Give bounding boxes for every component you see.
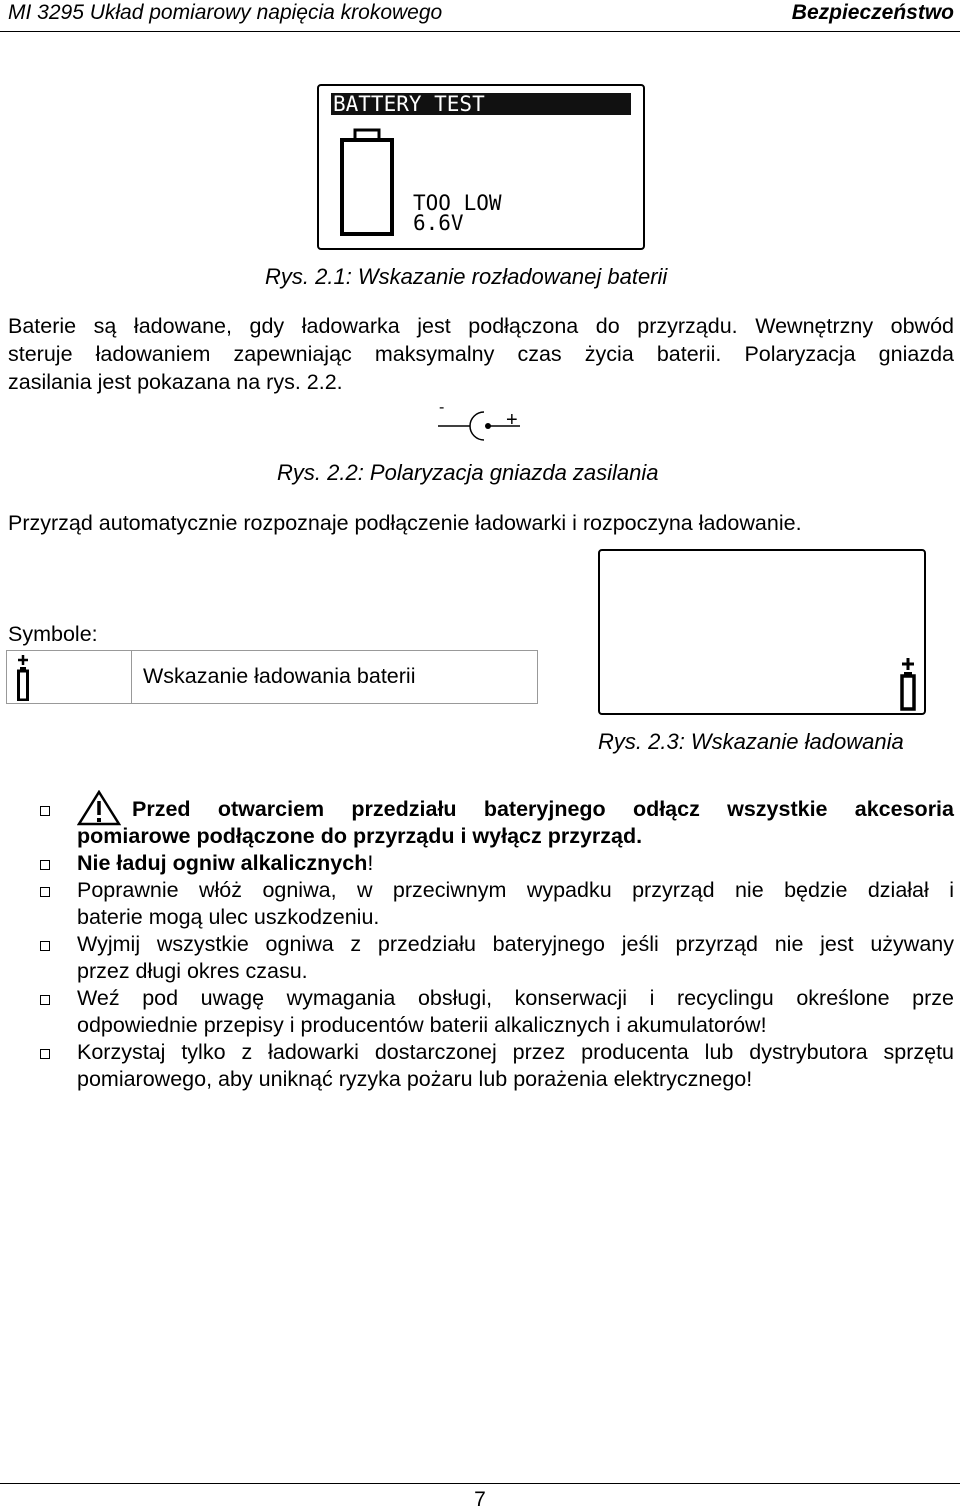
symbols-label: Symbole:: [8, 622, 98, 646]
list-item-text: Weź pod uwagę wymagania obsługi, konserwacji i recyclingu określone prze odpowiednie przepisy i producentów baterii alkalicznych i akumulatorów!: [77, 986, 954, 1037]
list-item-text: Poprawnie włóż ogniwa, w przeciwnym wypadku przyrząd nie będzie działał i baterie mogą ulec uszkodzeniu.: [77, 878, 954, 929]
lcd-status-text: TOO LOW: [413, 191, 502, 215]
page-header: [0, 0, 960, 34]
symbol-description: Wskazanie ładowania baterii: [143, 664, 416, 688]
header-section-title: Bezpieczeństwo: [791, 1, 954, 24]
paragraph-line: zasilania jest pokazana na rys. 2.2.: [8, 370, 343, 394]
list-item-text: Wyjmij wszystkie ogniwa z przedziału bateryjnego jeśli przyrząd nie jest używany przez długi okres czasu.: [77, 932, 954, 983]
symbols-table: [6, 650, 538, 704]
page-number: 7: [474, 1488, 486, 1511]
polarity-minus-sign: -: [439, 402, 445, 416]
charging-battery-icon: [900, 657, 922, 711]
lcd-title: BATTERY TEST: [333, 92, 485, 116]
bullet-checkbox-icon: [40, 860, 50, 870]
bullet-checkbox-icon: [40, 941, 50, 951]
lcd-voltage-value: 6.6V: [413, 211, 464, 235]
charging-indicator-screen: [598, 549, 926, 715]
paragraph-charging: [8, 312, 954, 396]
polarity-plus-sign: +: [506, 409, 518, 431]
list-item-text: Korzystaj tylko z ładowarki dostarczonej przez producenta lub dystrybutora sprzętu pomiarowego, aby uniknąć ryzyka pożaru lub porażenia elektrycznego!: [77, 1040, 954, 1091]
paragraph-auto-detect: Przyrząd automatycznie rozpoznaje podłączenie ładowarki i rozpoczyna ładowanie.: [8, 511, 802, 535]
charging-battery-icon: [17, 653, 41, 701]
socket-polarity-icon: [436, 402, 526, 442]
figure-2-2-caption: Rys. 2.2: Polaryzacja gniazda zasilania: [277, 460, 659, 485]
list-item-text: Przed otwarciem przedziału bateryjnego odłącz wszystkie akcesoria pomiarowe podłączone do przyrządu i wyłącz przyrząd.: [77, 797, 954, 848]
header-rule: [0, 31, 960, 32]
figure-2-3-caption: Rys. 2.3: Wskazanie ładowania: [598, 729, 904, 754]
bullet-checkbox-icon: [40, 887, 50, 897]
bullet-checkbox-icon: [40, 806, 50, 816]
paragraph-line: steruje ładowaniem zapewniając maksymalny czas życia baterii. Polaryzacja gniazda: [8, 342, 954, 366]
bullet-checkbox-icon: [40, 995, 50, 1005]
lcd-title-bar: [331, 93, 631, 115]
battery-test-lcd-screen: [317, 84, 645, 250]
footer-rule: [0, 1483, 960, 1484]
header-document-title: MI 3295 Układ pomiarowy napięcia krokowego: [8, 1, 443, 24]
empty-battery-icon: [339, 128, 395, 238]
list-item-text: Nie ładuj ogniw alkalicznych!: [77, 851, 374, 875]
bullet-checkbox-icon: [40, 1049, 50, 1059]
paragraph-line: Baterie są ładowane, gdy ładowarka jest podłączona do przyrządu. Wewnętrzny obwód: [8, 314, 954, 338]
table-column-divider: [131, 651, 132, 703]
figure-2-1-caption: Rys. 2.1: Wskazanie rozładowanej baterii: [265, 264, 668, 289]
